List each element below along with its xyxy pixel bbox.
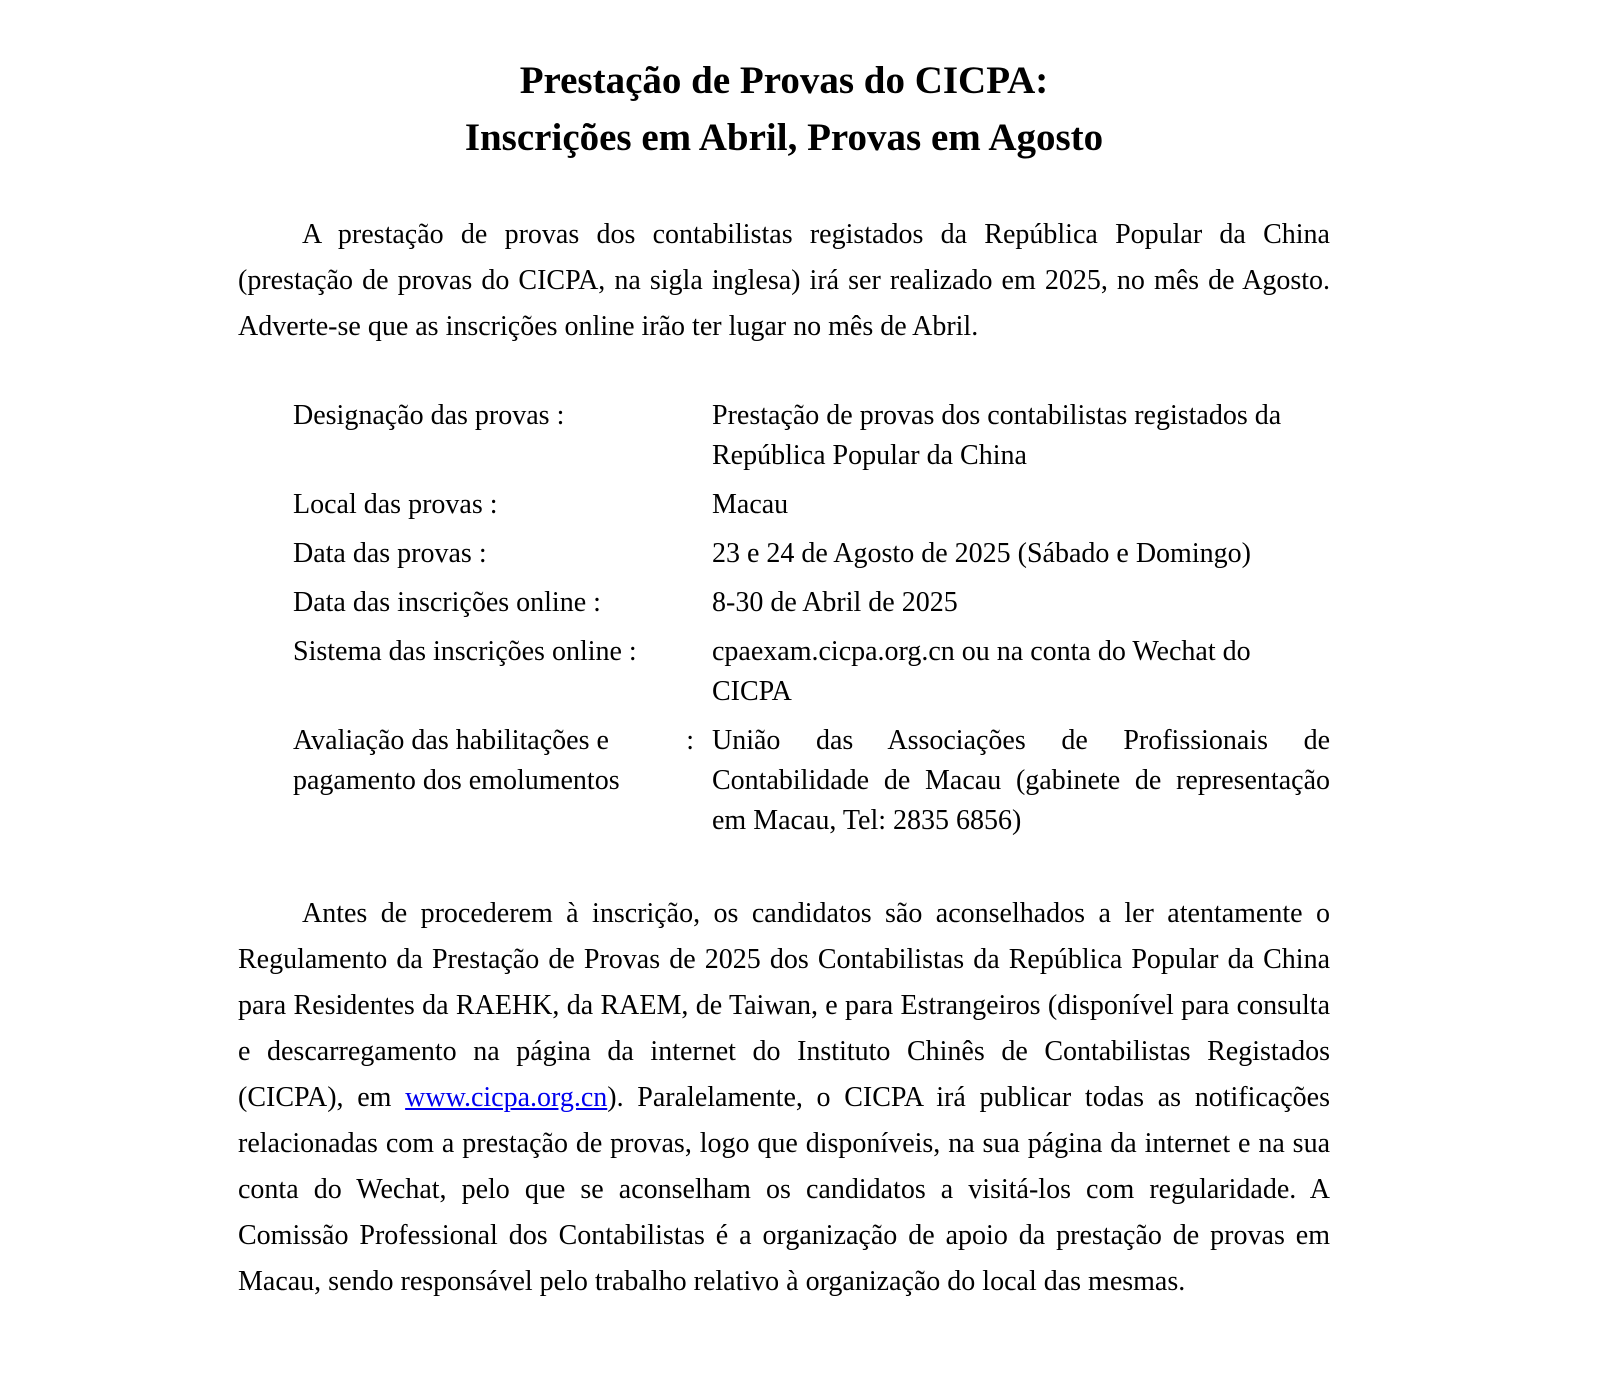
closing-text-before-link: Antes de procederem à inscrição, os candidatos são aconselhados a ler atentamente o Regulamento da Prestação de Provas de 2025 dos Contabilistas da República Popular da China para Residentes da RAEHK, da RAEM, de Taiwan, e para Estrangeiros (disponível para consulta e descarregamento na página da internet do Instituto Chinês de Contabilistas Registados (CICPA), em — [238, 898, 1330, 1113]
table-row-designacao — [293, 396, 1330, 476]
table-row-local — [293, 485, 1330, 525]
title-line-2: Inscrições em Abril, Provas em Agosto — [464, 116, 1104, 159]
title-line-1: Prestação de Provas do CICPA: — [519, 59, 1049, 102]
table-row-data-inscricoes — [293, 583, 1330, 623]
cicpa-website-link[interactable]: www.cicpa.org.cn — [405, 1082, 608, 1113]
closing-text-after-link: ). Paralelamente, o CICPA irá publicar todas as notificações relacionadas com a prestação de provas, logo que disponíveis, na sua página da internet e na sua conta do Wechat, pelo que se aconselham os candidatos a visitá-los com regularidade. A Comissão Professional dos Contabilistas é a organização de apoio da prestação de provas em Macau, sendo responsável pelo trabalho relativo à organização do local das mesmas. — [238, 1082, 1330, 1297]
row-value: 23 e 24 de Agosto de 2025 (Sábado e Domingo) — [712, 538, 1251, 569]
row-label — [293, 721, 712, 841]
row-value: União das Associações de Profissionais de Contabilidade de Macau (gabinete de representação em Macau, Tel: 2835 6856) — [712, 725, 1330, 836]
row-label: Data das inscrições online : — [293, 587, 601, 618]
row-value: cpaexam.cicpa.org.cn ou na conta do Wechat do CICPA — [712, 636, 1251, 707]
table-row-data-provas — [293, 534, 1330, 574]
row-label: Data das provas : — [293, 538, 487, 569]
row-value: Macau — [712, 489, 789, 520]
row-label: Sistema das inscrições online : — [293, 636, 637, 667]
row-value: Prestação de provas dos contabilistas registados da República Popular da China — [712, 400, 1282, 471]
closing-paragraph — [238, 891, 1330, 1305]
table-row-avaliacao — [293, 721, 1330, 841]
row-colon: : — [686, 725, 694, 756]
row-label: Designação das provas : — [293, 400, 565, 431]
exam-details-table — [238, 396, 1330, 841]
row-value: 8-30 de Abril de 2025 — [712, 587, 958, 618]
row-label: Local das provas : — [293, 489, 498, 520]
page-title — [238, 52, 1330, 166]
row-label-text: Avaliação das habilitações e pagamento dos emolumentos — [293, 725, 620, 796]
table-row-sistema — [293, 632, 1330, 712]
intro-paragraph: A prestação de provas dos contabilistas registados da República Popular da China (prestação de provas do CICPA, na sigla inglesa) irá ser realizado em 2025, no mês de Agosto. Adverte-se que as inscrições online irão ter lugar no mês de Abril. — [238, 219, 1330, 342]
